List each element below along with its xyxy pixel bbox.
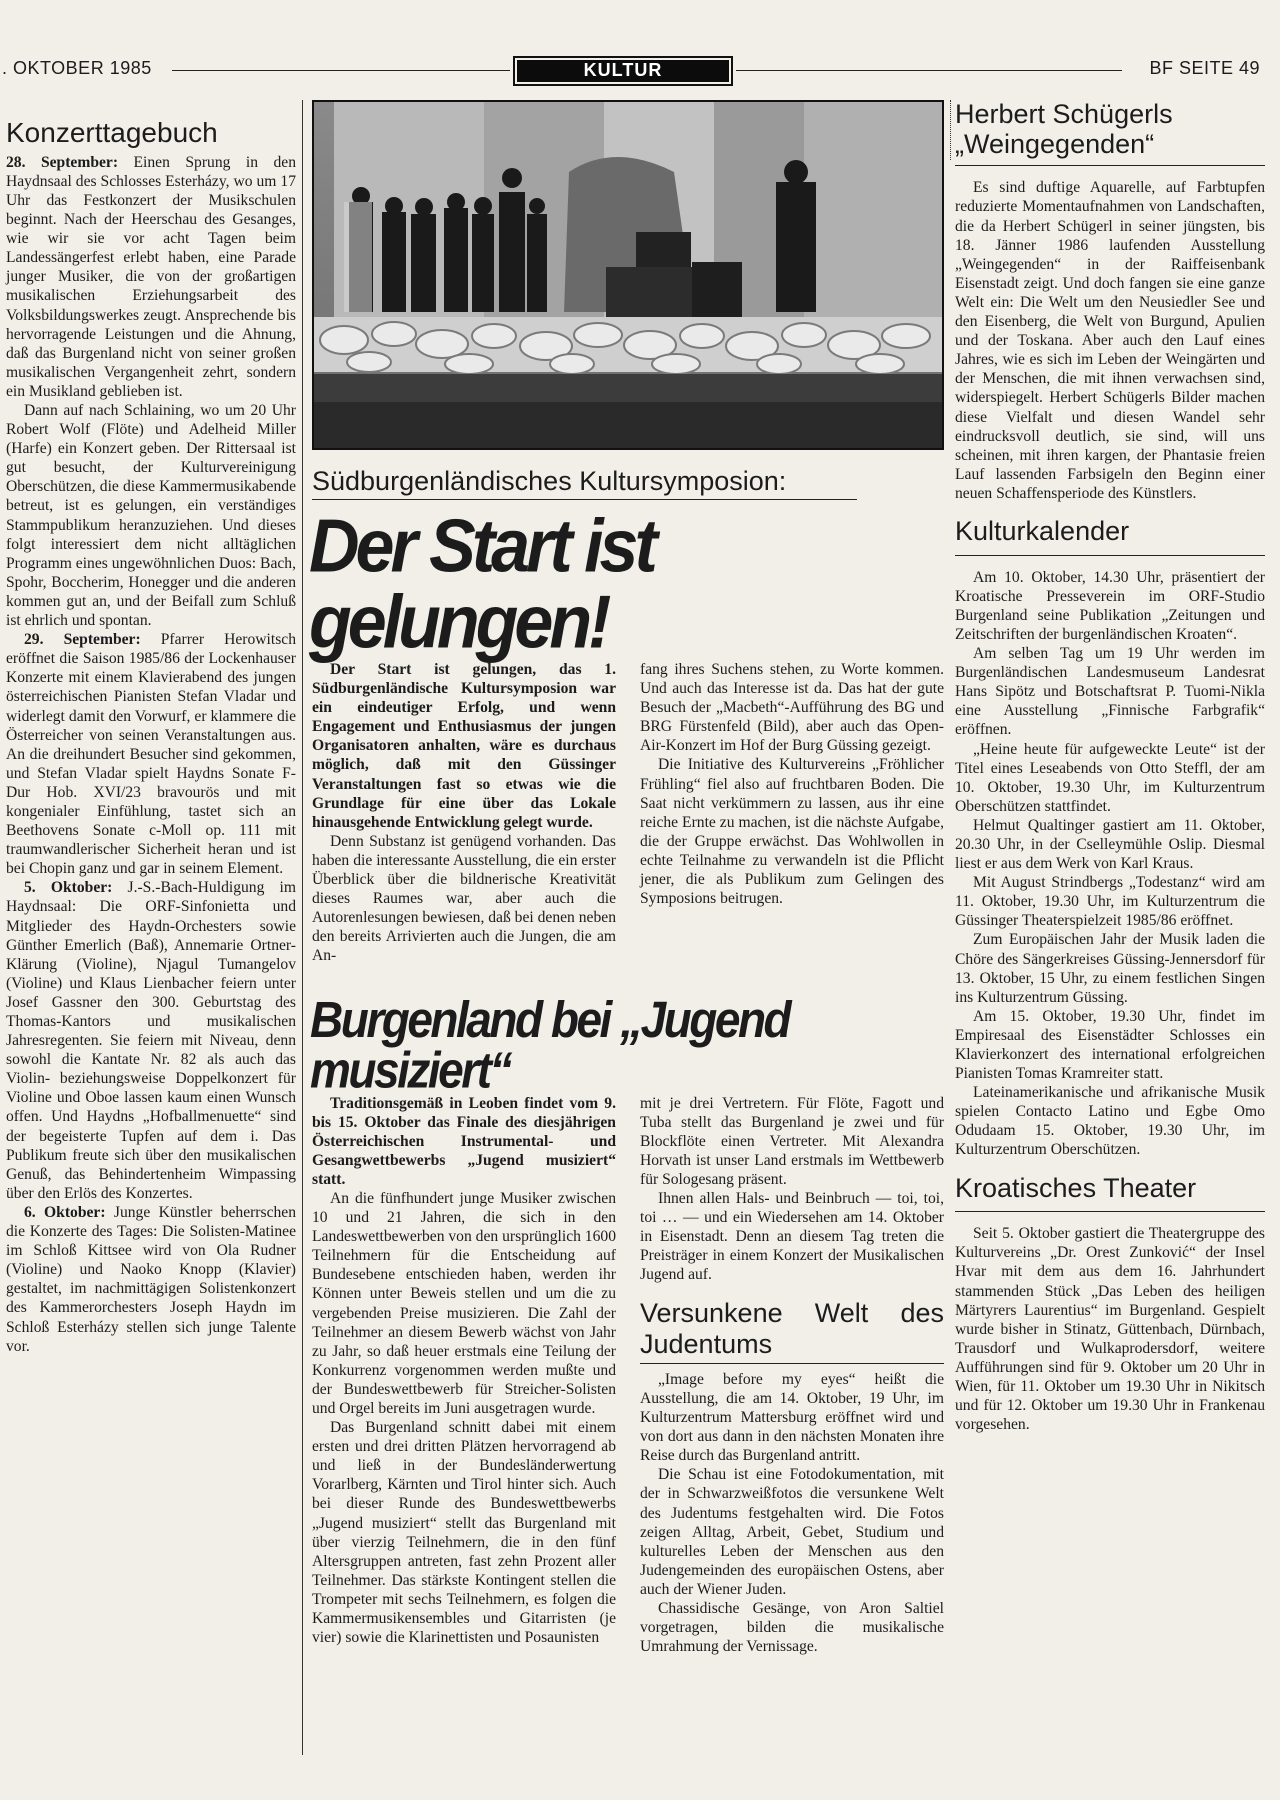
- header-rule-right: [736, 70, 1122, 71]
- article-paragraph: „Image before my eyes“ heißt die Ausstellung, die am 14. Oktober, 19 Uhr, im Kulturzentrum Mattersburg eröffnet wird und von dort aus dann in den nächsten Monaten ihre Reise durch das Burgenland antritt.: [640, 1370, 944, 1465]
- article-paragraph: Ihnen allen Hals- und Beinbruch — toi, toi, toi … — und ein Wiedersehen am 14. Oktober in Eisenstadt. Denn an diesem Tag treten die Preisträger in einem Konzert der Musikalischen Jugend auf.: [640, 1189, 944, 1284]
- right-column: [955, 100, 1265, 1434]
- article-paragraph: Die Schau ist eine Fotodokumentation, mit der in Schwarzweißfotos die versunkene Welt des Judentums festgehalten wird. Die Fotos zeigen Alltag, Arbeit, Gebet, Studium und kulturelles Leben der Menschen aus den Judengemeinden des europäischen Ostens, aber auch der Wiener Juden.: [640, 1466, 944, 1598]
- article-paragraph: An die fünfhundert junge Musiker zwischen 10 und 21 Jahren, die sich in den Landeswettbewerben von den ursprünglich 1600 Teilnehmern für die Entscheidung auf Bundesebene entschieden haben, werden ihr Können unter Beweis stellen und um die zu vergebenden Preise musizieren. Die Zahl der Teilnehmer an diesem Bewerb wächst von Jahr zu Jahr, so daß heuer erstmals eine Teilung der Konkurrenz vorgenommen werden mußte und der Bundeswettbewerb für Streicher-Solisten und Orgel bereits im Juni ausgetragen wurde.: [312, 1189, 616, 1417]
- calendar-entry: Mit August Strindbergs „Todestanz“ wird am 11. Oktober, 19.30 Uhr, im Kulturzentrum die Güssinger Theaterspielzeit 1985/86 eröffnet.: [955, 874, 1265, 930]
- kulturkalender-headline: Kulturkalender: [955, 515, 1130, 546]
- calendar-entry: Helmut Qualtinger gastiert am 11. Oktober, 20.30 Uhr, in der Cselleymühle Oslip. Diesmal liest er aus dem Werk von Karl Kraus.: [955, 816, 1265, 873]
- column-divider-right: [950, 100, 951, 160]
- article-kicker: Südburgenländisches Kultursymposion:: [312, 466, 787, 496]
- main-article-column: [309, 100, 944, 1656]
- jugend-musiziert-article: [312, 1094, 944, 1657]
- headline-rule: [955, 555, 1265, 556]
- calendar-entry: „Heine heute für aufgeweckte Leute“ ist der Titel eines Leseabends von Otto Steffl, der am 10. Oktober, 19.30 Uhr, im Kulturzentrum Oberschützen stattfindet.: [955, 740, 1265, 815]
- schuegerl-headline: Herbert Schügerls „Weingegenden“: [955, 99, 1173, 159]
- article-lead: Der Start ist gelungen, das 1. Südburgenländische Kultursymposion war ein eindeutiger Erfolg, und wenn Engagement und Enthusiasmus der jungen Organisatoren anhalten, wäre es durchaus möglich, daß mit den Güssinger Veranstaltungen fast so etwas wie die Grundlage für eine über das Lokale hinausgehende Entwicklung gelegt wurde.: [312, 661, 616, 831]
- jugend-col-1: [312, 1094, 616, 1657]
- concert-diary-title: Konzerttagebuch: [6, 117, 218, 148]
- article-headline: Der Start ist gelungen!: [309, 503, 654, 664]
- kroatisches-theater-headline: Kroatisches Theater: [955, 1172, 1197, 1203]
- article-paragraph: mit je drei Vertretern. Für Flöte, Fagott und Tuba stellt das Burgenland je zwei und für Blockflöte einen Vertreter. Mit Alexandra Horvath ist unser Land erstmals im Wettbewerb für Sologesang präsent.: [640, 1094, 944, 1188]
- calendar-entry: Am selben Tag um 19 Uhr werden im Burgenländischen Landesmuseum Landesrat Hans Sipötz und Botschaftsrat P. Tuomi-Nikla eine Ausstellung „Finnische Farbgrafik“ eröffnen.: [955, 645, 1265, 739]
- symposion-col-2: [640, 660, 944, 966]
- article-paragraph: Chassidische Gesänge, von Aron Saltiel vorgetragen, bilden die musikalische Umrahmung der Vernissage.: [640, 1600, 944, 1656]
- article-paragraph: Denn Substanz ist genügend vorhanden. Das haben die interessante Ausstellung, die ein erster Überblick über die bildnerische Kreativität dieses Raumes war, aber auch die Autorenlesungen bewiesen, daß bei denen neben den bereits Arrivierten auch die Jungen, die am An-: [312, 832, 616, 965]
- concert-diary-column: [6, 118, 296, 1356]
- article-paragraph: fang ihres Suchens stehen, zu Worte kommen. Und auch das Interesse ist da. Das hat der gute Besuch der „Macbeth“-Aufführung des BG und BRG Fürstenfeld (Bild), aber auch das Open-Air-Konzert im Hof der Burg Güssing gezeigt.: [640, 661, 944, 755]
- article-paragraph: Die Initiative des Kulturvereins „Fröhlicher Frühling“ fiel also auf fruchtbaren Boden. Die Saat nicht verkümmern zu lassen, aus ihr eine reiche Ernte zu machen, ist die nächste Aufgabe, die der Gruppe erwächst. Das Wohlwollen in echte Teilnahme zu verwandeln ist die Pflicht jener, die als Publikum zum Gelingen des Symposions beitrugen.: [640, 756, 944, 908]
- subhead-rule: [640, 1363, 944, 1364]
- calendar-entry: Lateinamerikanische und afrikanische Musik spielen Contacto Latino und Egbe Omo Odudaam 15. Oktober, 19.30 Uhr, im Kulturzentrum Oberschützen.: [955, 1084, 1265, 1159]
- issue-date: . OKTOBER 1985: [2, 58, 152, 78]
- concert-diary-text: [6, 153, 296, 1356]
- page-number: BF SEITE 49: [1149, 58, 1260, 78]
- calendar-entry: Zum Europäischen Jahr der Musik laden die Chöre des Sängerkreises Güssing-Jennersdorf für 13. Oktober, 15 Uhr, zu einem festlichen Singen ins Kulturzentrum Güssing.: [955, 931, 1265, 1006]
- article-lead: Traditionsgemäß in Leoben findet vom 9. bis 15. Oktober das Finale des diesjährigen Österreichischen Instrumental- und Gesangwettbewerbs „Jugend musiziert“ statt.: [312, 1094, 616, 1188]
- kicker-rule: [312, 499, 857, 500]
- page-header: [0, 56, 1280, 86]
- headline-rule: [955, 1211, 1265, 1212]
- calendar-entry: Am 10. Oktober, 14.30 Uhr, präsentiert der Kroatische Presseverein im ORF-Studio Burgenland seine Publikation „Zeitungen und Zeitschriften der burgenländischen Kroaten“.: [955, 568, 1265, 643]
- schuegerl-text: Es sind duftige Aquarelle, auf Farbtupfen reduzierte Momentaufnahmen von Landschaften, die da Herbert Schügerl in seiner jüngsten, bis 18. Jänner 1986 laufenden Ausstellung „Weingegenden“ in der Raiffeisenbank Eisenstadt zeigt. Und doch fangen sie eine ganze Welt ein: Die Welt um den Neusiedler See und den Eisenberg, die Welt von Burgund, Apulien und der Toskana. Aber auch den Lauf eines Jahres, wie es sich im Leben der Weingärten und der Menschen, die mit ihnen verwachsen sind, widerspiegelt. Herbert Schügerls Bilder machen diese Vielfalt und diesen Wandel sehr eindrucksvoll deutlich, sie sind, will uns scheinen, mit ihren kargen, der Phantasie freien Lauf lassenden Farbsigeln den Beginn einer neuen Schaffensperiode des Künstlers.: [955, 179, 1265, 502]
- jugend-col-2: [640, 1094, 944, 1657]
- diary-entry: Dann auf nach Schlaining, wo um 20 Uhr Robert Wolf (Flöte) und Adelheid Miller (Harfe) ein Konzert geben. Der Rittersaal ist gut besucht, der Kulturvereinigung Oberschützen, die diese Kammermusikabende betreut, ist es gelungen, ein verständiges Stammpublikum heranzuziehen. Und dieses folgt interessiert dem nicht alltäglichen Programm eines ungewöhnlichen Duos: Bach, Spohr, Boccherim, Honegger und die anderen kommen gut an, und der Beifall zum Schluß ist ehrlich und spontan.: [6, 402, 296, 630]
- judentum-headline: Versunkene Welt des Judentums: [640, 1298, 944, 1359]
- header-rule-left: [172, 70, 510, 71]
- diary-entry: 5. Oktober: J.-S.-Bach-Huldigung im Haydnsaal: Die ORF-Sinfonietta und Mitglieder des Haydn-Orchesters sowie Günther Emerlich (Baß), Annemarie Ortner-Klärung (Violine), Njagul Tumangelov (Violine) und Klaus Lienbacher feiern unter Josef Gassner den 300. Geburtstag des Thomas-Kantors und musikalischen Jahresregenten. Sie feiern mit Niveau, denn sowohl die Kantate Nr. 82 als auch das Violin- beziehungsweise Doppelkonzert für Violine und Oboe lassen kaum einen Wunsch offen. Und Haydns „Hofballmenuette“ sind der begeisterte Tupfen auf dem i. Das Publikum freute sich über den musikalischen Genuß, das Behindertenheim Wimpassing über den Erlös des Konzertes.: [6, 879, 297, 1202]
- symposion-article: [312, 660, 944, 966]
- section-label: KULTUR: [513, 56, 733, 86]
- kroatisches-theater-text: Seit 5. Oktober gastiert die Theatergruppe des Kulturvereins „Dr. Orest Zunković“ der Insel Hvar mit dem aus dem 16. Jahrhundert stammenden Stück „Das Leben des heiligen Märtyrers Laurentius“ im Burgenland. Gespielt wurde bisher in Stinatz, Güttenbach, Dürnbach, Trausdorf und Wulkaprodersdorf, weitere Aufführungen sind für 9. Oktober um 20 Uhr in Wien, für 11. Oktober um 19.30 Uhr in Nikitsch und für 12. Oktober um 19.30 Uhr in Frankenau vorgesehen.: [955, 1225, 1265, 1434]
- article-paragraph: Das Burgenland schnitt dabei mit einem ersten und drei dritten Plätzen hervorragend ab und ließ in der Bundesländerwertung Vorarlberg, Kärnten und Tirol hinter sich. Auch bei dieser Runde des Bundeswettbewerbs „Jugend musiziert“ stellt das Burgenland mit über vierzig Teilnehmern, die in den fünf Altersgruppen antreten, fast zehn Prozent aller Teilnehmer. Das stärkste Kontingent stellen die Trompeter mit sechs Teilnehmern, es folgen die Kammermusikensembles und Gitarristen (je vier) sowie die Klarinettisten und Posaunisten: [312, 1419, 616, 1647]
- diary-entry: 28. September: Einen Sprung in den Haydnsaal des Schlosses Esterházy, wo um 17 Uhr das Festkonzert der Musikschulen beginnt. Nach der Heerschau des Gesanges, wie wir sie vor acht Tagen beim Landessängerfest erlebt haben, eine Parade junger Musiker, die von der großartigen musikalischen Erziehungsarbeit des Volksbildungswerkes zeugt. Ansprechende bis hervorragende Leistungen und die Ahnung, daß das Burgenland nicht von seiner großen musikalischen Vergangenheit zehrt, sondern ein Musikland geblieben ist.: [6, 153, 296, 400]
- calendar-entry: Am 15. Oktober, 19.30 Uhr, findet im Empiresaal des Eisenstädter Schlosses ein Klavierkonzert des international erfolgreichen Pianisten Tomas Kramreiter statt.: [955, 1007, 1265, 1083]
- jugend-musiziert-headline: Burgenland bei „Jugend musiziert“: [310, 990, 790, 1098]
- column-divider-left: [302, 100, 303, 1755]
- headline-rule: [955, 165, 1265, 166]
- symposion-col-1: [312, 660, 616, 966]
- kulturkalender-text: [955, 568, 1265, 1160]
- macbeth-stage-photo: [312, 100, 944, 450]
- diary-entry: 6. Oktober: Junge Künstler beherrschen die Konzerte des Tages: Die Solisten-Matinee im Schloß Kittsee wird von Ola Rudner (Violine) und Naoko Knopp (Klavier) gestaltet, im nachmittägigen Solistenkonzert des Kammerorchesters Joseph Haydn im Schloß Esterházy stellen sich junge Talente vor.: [6, 1203, 296, 1355]
- diary-entry: 29. September: Pfarrer Herowitsch eröffnet die Saison 1985/86 der Lockenhauser Konzerte mit einem Klavierabend des jungen österreichischen Pianisten Stefan Vladar und widerlegt damit den Vorwurf, er klammere die Österreicher von seinen Veranstaltungen aus. An die dreihundert Besucher sind gekommen, und Stefan Vladar spielt Haydns Sonate F-Dur Hob. XVI/23 bravourös und mit kongenialer Einfühlung, tastet sich an Beethovens Sonate c-Moll op. 111 mit traumwandlerischer Sicherheit heran und ist bei Chopin ganz und gar in seinem Element.: [6, 631, 296, 878]
